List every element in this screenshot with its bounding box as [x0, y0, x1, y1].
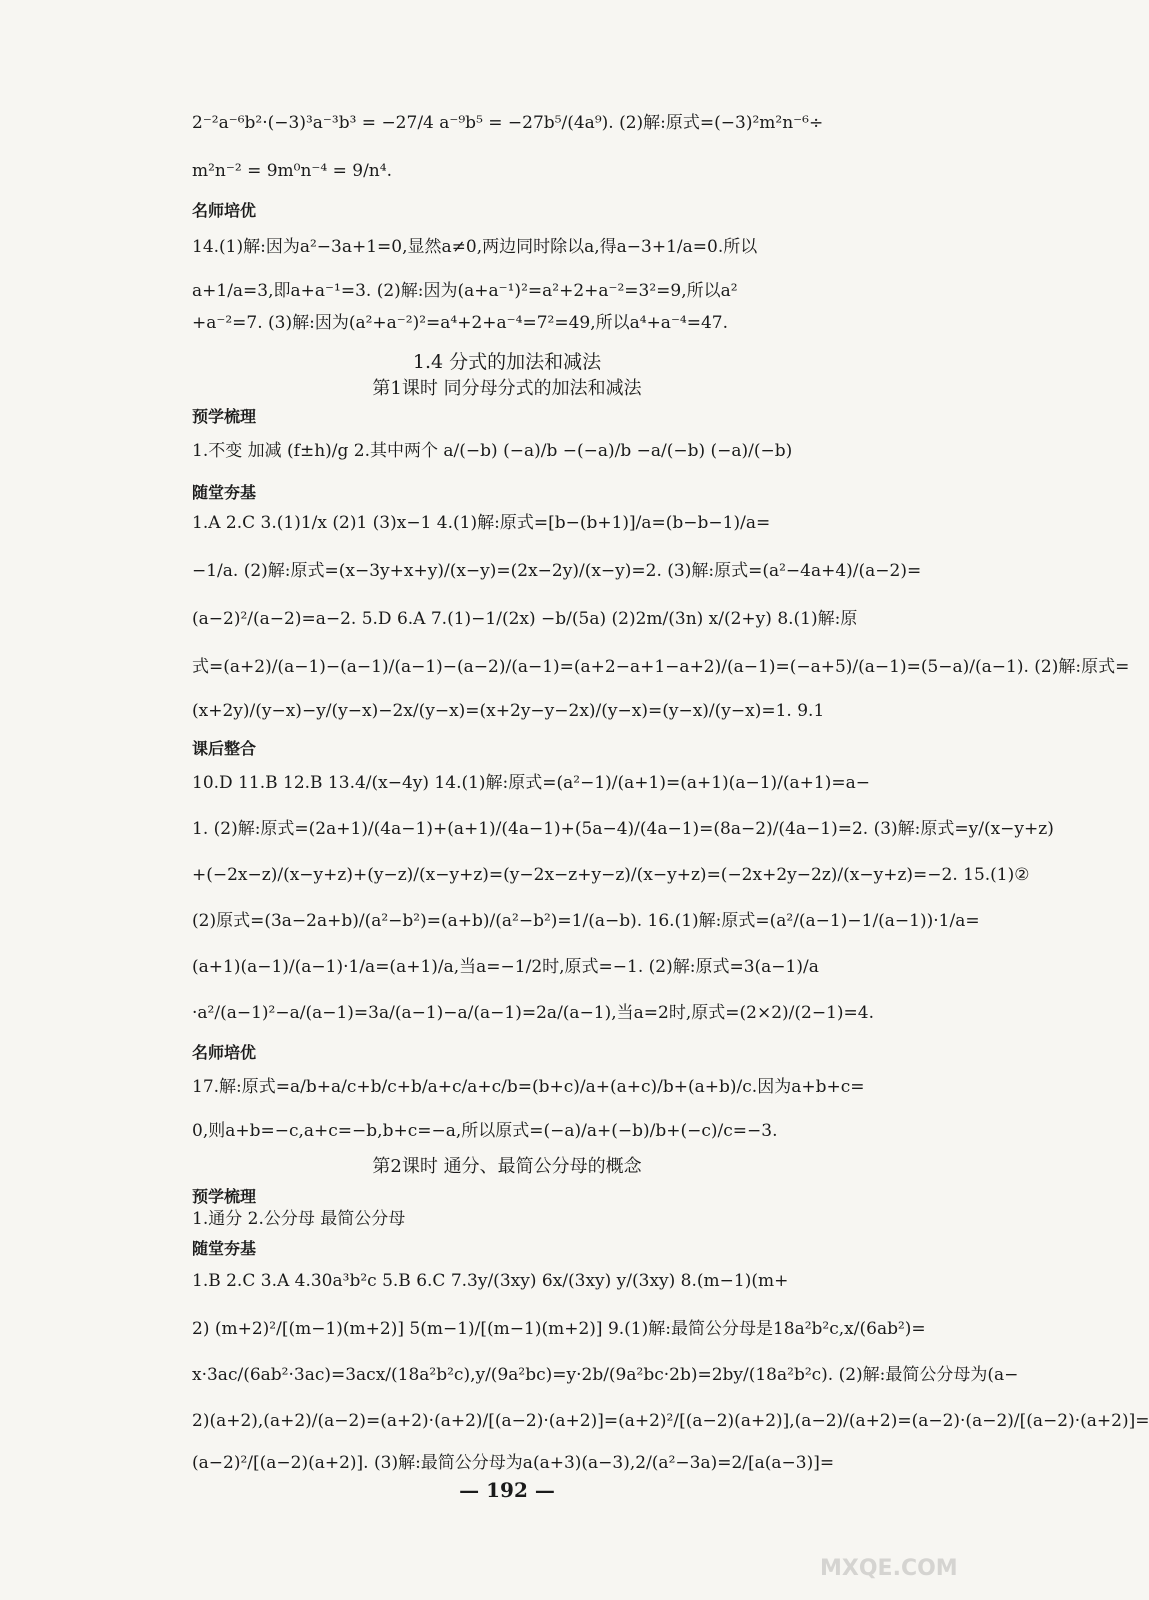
- chapter-title: 1.4 分式的加法和减法: [412, 351, 602, 373]
- lesson-title: 第2课时 通分、最简公分母的概念: [372, 1156, 642, 1177]
- lesson-title: 第1课时 同分母分式的加法和减法: [372, 378, 642, 399]
- text-line: 1.通分 2.公分母 最简公分母: [192, 1209, 406, 1229]
- text-line: m²n⁻² = 9m⁰n⁻⁴ = 9/n⁴.: [192, 161, 392, 181]
- text-line: −1/a. (2)解:原式=(x−3y+x+y)/(x−y)=(2x−2y)/(x−y)=2. (3)解:原式=(a²−4a+4)/(a−2)=: [192, 561, 922, 581]
- section-heading: 名师培优: [192, 201, 257, 220]
- text-line: 1. (2)解:原式=(2a+1)/(4a−1)+(a+1)/(4a−1)+(5a−4)/(4a−1)=(8a−2)/(4a−1)=2. (3)解:原式=y/(x−y+z): [192, 819, 1054, 839]
- text-line: 0,则a+b=−c,a+c=−b,b+c=−a,所以原式=(−a)/a+(−b)/b+(−c)/c=−3.: [192, 1121, 778, 1141]
- text-line: a+1/a=3,即a+a⁻¹=3. (2)解:因为(a+a⁻¹)²=a²+2+a⁻²=3²=9,所以a²: [192, 281, 738, 301]
- text-line: 2) (m+2)²/[(m−1)(m+2)] 5(m−1)/[(m−1)(m+2)] 9.(1)解:最简公分母是18a²b²c,x/(6ab²)=: [192, 1319, 926, 1339]
- text-line: 14.(1)解:因为a²−3a+1=0,显然a≠0,两边同时除以a,得a−3+1/a=0.所以: [192, 237, 758, 257]
- text-line: (x+2y)/(y−x)−y/(y−x)−2x/(y−x)=(x+2y−y−2x)/(y−x)=(y−x)/(y−x)=1. 9.1: [192, 701, 825, 721]
- text-line: 1.不变 加减 (f±h)/g 2.其中两个 a/(−b) (−a)/b −(−a)/b −a/(−b) (−a)/(−b): [192, 441, 793, 461]
- text-line: 1.B 2.C 3.A 4.30a³b²c 5.B 6.C 7.3y/(3xy) 6x/(3xy) y/(3xy) 8.(m−1)(m+: [192, 1271, 789, 1291]
- section-heading: 预学梳理: [192, 407, 257, 426]
- text-line: (2)原式=(3a−2a+b)/(a²−b²)=(a+b)/(a²−b²)=1/(a−b). 16.(1)解:原式=(a²/(a−1)−1/(a−1))·1/a=: [192, 911, 980, 931]
- text-line: (a−2)²/[(a−2)(a+2)]. (3)解:最简公分母为a(a+3)(a−3),2/(a²−3a)=2/[a(a−3)]=: [192, 1453, 835, 1473]
- watermark-logo: MXQE.COM: [820, 1556, 958, 1581]
- section-heading: 随堂夯基: [192, 1239, 257, 1258]
- text-line: 2⁻²a⁻⁶b²·(−3)³a⁻³b³ = −27/4 a⁻⁹b⁵ = −27b⁵/(4a⁹). (2)解:原式=(−3)²m²n⁻⁶÷: [192, 113, 824, 133]
- text-line: 式=(a+2)/(a−1)−(a−1)/(a−1)−(a−2)/(a−1)=(a+2−a+1−a+2)/(a−1)=(−a+5)/(a−1)=(5−a)/(a−1). (2)解:原式=: [192, 657, 1130, 677]
- text-line: +a⁻²=7. (3)解:因为(a²+a⁻²)²=a⁴+2+a⁻⁴=7²=49,所以a⁴+a⁻⁴=47.: [192, 313, 729, 333]
- section-heading: 随堂夯基: [192, 483, 257, 502]
- text-line: 10.D 11.B 12.B 13.4/(x−4y) 14.(1)解:原式=(a²−1)/(a+1)=(a+1)(a−1)/(a+1)=a−: [192, 773, 870, 793]
- text-line: x·3ac/(6ab²·3ac)=3acx/(18a²b²c),y/(9a²bc)=y·2b/(9a²bc·2b)=2by/(18a²b²c). (2)解:最简公分母为(a−: [192, 1365, 1019, 1385]
- text-line: ·a²/(a−1)²−a/(a−1)=3a/(a−1)−a/(a−1)=2a/(a−1),当a=2时,原式=(2×2)/(2−1)=4.: [192, 1003, 874, 1023]
- text-line: 2)(a+2),(a+2)/(a−2)=(a+2)·(a+2)/[(a−2)·(a+2)]=(a+2)²/[(a−2)(a+2)],(a−2)/(a+2)=(a−2)·(a−2)/[(a−2)·(a+2)]=: [192, 1411, 1149, 1431]
- text-line: 1.A 2.C 3.(1)1/x (2)1 (3)x−1 4.(1)解:原式=[b−(b+1)]/a=(b−b−1)/a=: [192, 513, 771, 533]
- text-line: +(−2x−z)/(x−y+z)+(y−z)/(x−y+z)=(y−2x−z+y−z)/(x−y+z)=(−2x+2y−2z)/(x−y+z)=−2. 15.(1)②: [192, 865, 1030, 885]
- section-heading: 名师培优: [192, 1043, 257, 1062]
- page-number: — 192 —: [459, 1478, 555, 1502]
- text-line: (a+1)(a−1)/(a−1)·1/a=(a+1)/a,当a=−1/2时,原式=−1. (2)解:原式=3(a−1)/a: [192, 957, 819, 977]
- text-line: (a−2)²/(a−2)=a−2. 5.D 6.A 7.(1)−1/(2x) −b/(5a) (2)2m/(3n) x/(2+y) 8.(1)解:原: [192, 609, 858, 629]
- section-heading: 预学梳理: [192, 1187, 257, 1206]
- section-heading: 课后整合: [192, 739, 257, 758]
- text-line: 17.解:原式=a/b+a/c+b/c+b/a+c/a+c/b=(b+c)/a+(a+c)/b+(a+b)/c.因为a+b+c=: [192, 1077, 865, 1097]
